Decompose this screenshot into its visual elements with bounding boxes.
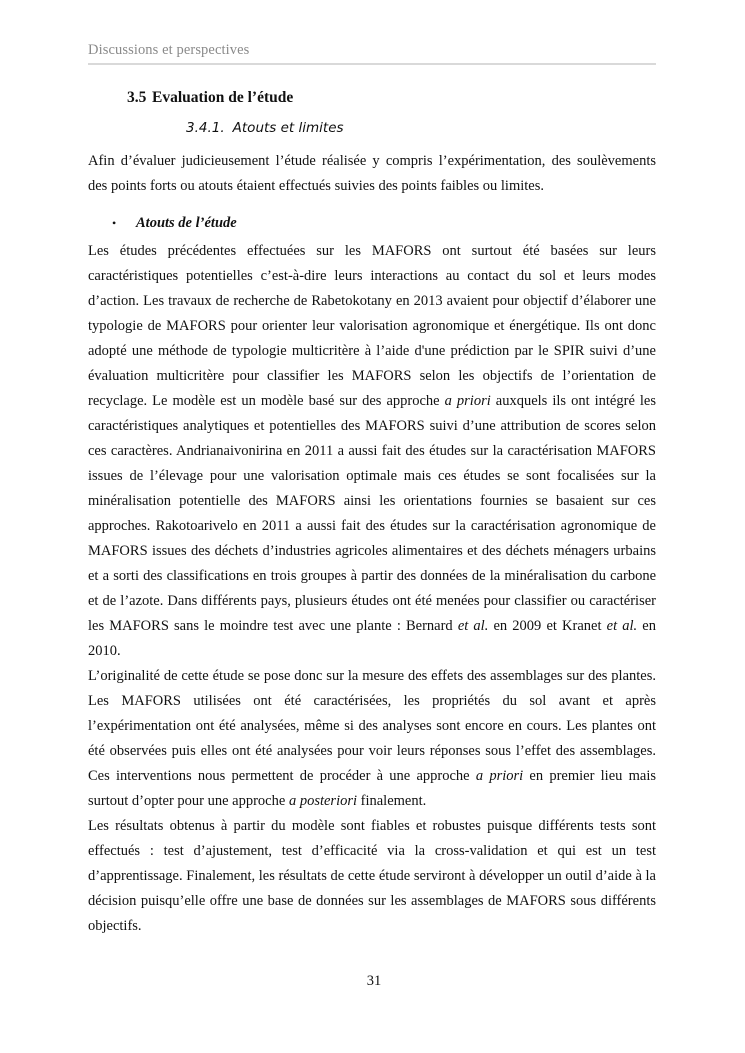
paragraph-text: auxquels ils ont intégré les caractéristiques analytiques et potentielles des MAFORS suivi d’une attribution de scores selon ces caractères. Andrianaivonirina en 2011 a aussi fait des études sur la caractérisation MAFORS issues de l’élevage pour une valorisation optimale mais ces études se sont focalisées sur la minéralisation potentielle des MAFORS ainsi les orientations fournies se basaient sur ces approches. Rakotoarivelo en 2011 a aussi fait des études sur la caractérisation agronomique de MAFORS issues des déchets d’industries agricoles alimentaires et des déchets ménagers urbains et a sorti des classifications en trois groupes à partir des données de la minéralisation du carbone et de l’azote. Dans différents pays, plusieurs études ont été menées pour classifier ou caractériser les MAFORS sans le moindre test avec une plante : Bernard (88, 393, 657, 634)
emphasis-text: a posteriori (288, 793, 358, 809)
emphasis-text: et al. (606, 618, 638, 634)
paragraph-results: Les résultats obtenus à partir du modèle sont fiables et robustes puisque différents tests sont effectués : test d’ajustement, test d’efficacité via la cross-validation et qui est un test d’apprentissage. Finalement, les résultats de cette étude serviront à développer un outil d’aide à la décision puisqu’elle offre une base de données sur les assemblages de MAFORS sous différents objectifs. (88, 818, 656, 934)
subsection-title: Atouts et limites (232, 120, 344, 136)
paragraph-text: en 2009 et Kranet (488, 618, 607, 634)
header-divider (88, 63, 656, 65)
section-title: Evaluation de l’étude (152, 89, 294, 106)
paragraph-text: L’originalité de cette étude se pose donc sur la mesure des effets des assemblages sur des plantes. Les MAFORS utilisées ont été caractérisées, les propriétés du sol avant et après l’expérimentation ont été analysées, même si des analyses sont encore en cours. Les plantes ont été observées puis elles ont été analysées pour voir leurs réponses sous l’effet des assemblages. Ces interventions nous permettent de procéder à une approche (88, 668, 656, 784)
section-number: 3.5 (127, 89, 147, 106)
paragraph-originality (88, 664, 656, 814)
emphasis-text: a priori (475, 768, 524, 784)
subsection-number: 3.4.1. (186, 120, 225, 136)
paragraph-text: en 2010. (88, 618, 656, 659)
paragraph-text: en premier lieu mais surtout d’opter pour une approche (88, 768, 656, 809)
emphasis-text: a priori (444, 393, 491, 409)
bullet-label: Atouts de l’étude (136, 215, 237, 231)
paragraph-prior-studies (88, 239, 656, 664)
page-number: 31 (366, 973, 382, 989)
intro-paragraph: Afin d’évaluer judicieusement l’étude réalisée y compris l’expérimentation, des soulèvements des points forts ou atouts étaient effectués suivies des points faibles ou limites. (88, 153, 656, 194)
bullet-icon: • (112, 216, 117, 230)
paragraph-text: Les études précédentes effectuées sur les MAFORS ont surtout été basées sur leurs caractéristiques potentielles c’est-à-dire leurs interactions au contact du sol et leurs modes d’action. Les travaux de recherche de Rabetokotany en 2013 avaient pour objectif d’élaborer une typologie de MAFORS pour orienter leur valorisation agronomique et énergétique. Ils ont donc adopté une méthode de typologie multicritère à l’aide d'une prédiction par le SPIR suivi d’une évaluation multicritère pour classifier les MAFORS selon les objectifs de l’orientation de recyclage. Le modèle est un modèle basé sur des approche (88, 243, 656, 409)
subsection-heading (186, 120, 344, 136)
bullet-item (112, 215, 237, 232)
section-heading (127, 89, 293, 107)
emphasis-text: et al. (457, 618, 489, 634)
running-header: Discussions et perspectives (88, 42, 250, 58)
paragraph-text: finalement. (357, 793, 427, 809)
